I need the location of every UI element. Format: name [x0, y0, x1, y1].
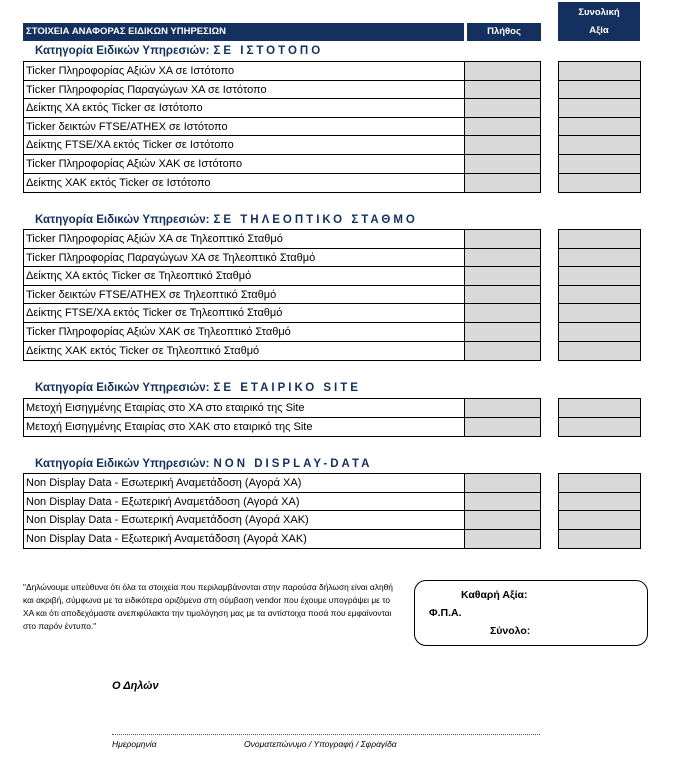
- table-row: Non Display Data - Εξωτερική Αναμετάδοση (Αγορά ΧΑΚ): [26, 532, 307, 545]
- quantity-cell[interactable]: [465, 249, 540, 268]
- table-non-display: [23, 473, 465, 549]
- vat-label: Φ.Π.Α.: [429, 607, 462, 619]
- quantity-column-non-display: [465, 473, 541, 549]
- quantity-cell[interactable]: [465, 304, 540, 323]
- table-row: Μετοχή Εισηγμένης Εταιρίας στο ΧΑΚ στο εταιρικό της Site: [26, 420, 313, 433]
- total-cell[interactable]: [559, 174, 640, 193]
- header-total-line1: Συνολική: [578, 7, 620, 18]
- total-column-tv: [558, 229, 641, 361]
- quantity-cell[interactable]: [465, 99, 540, 118]
- total-cell[interactable]: [559, 118, 640, 137]
- quantity-cell[interactable]: [465, 323, 540, 342]
- total-cell[interactable]: [559, 342, 640, 361]
- total-column-website: [558, 61, 641, 193]
- table-website: [23, 61, 465, 193]
- net-value-label: Καθαρή Αξία:: [461, 589, 528, 601]
- total-cell[interactable]: [559, 99, 640, 118]
- total-cell[interactable]: [559, 267, 640, 286]
- date-label: Ημερομηνία: [112, 739, 157, 749]
- total-cell[interactable]: [559, 493, 640, 512]
- header-title: ΣΤΟΙΧΕΙΑ ΑΝΑΦΟΡΑΣ ΕΙΔΙΚΩΝ ΥΠΗΡΕΣΙΩΝ: [23, 23, 464, 41]
- category-prefix: Κατηγορία Ειδικών Υπηρεσιών:: [35, 45, 210, 57]
- table-row: Μετοχή Εισηγμένης Εταιρίας στο ΧΑ στο εταιρικό της Site: [24, 399, 464, 418]
- quantity-cell[interactable]: [465, 174, 540, 193]
- category-title-website: [35, 45, 323, 57]
- signer-label: Ο Δηλών: [112, 680, 159, 692]
- quantity-column-corporate-site: [465, 398, 541, 437]
- table-row: Ticker Πληροφορίας Αξιών ΧΑ σε Τηλεοπτικό Σταθμό: [24, 230, 464, 249]
- table-corporate-site: [23, 398, 465, 437]
- table-row: Ticker Πληροφορίας Παραγώγων ΧΑ σε Τηλεοπτικό Σταθμό: [24, 249, 464, 268]
- table-row: Δείκτης ΧΑ εκτός Ticker σε Ιστότοπο: [24, 99, 464, 118]
- quantity-column-tv: [465, 229, 541, 361]
- table-row: Δείκτης ΧΑΚ εκτός Ticker σε Ιστότοπο: [26, 176, 211, 189]
- signature-line: [112, 734, 540, 735]
- total-cell[interactable]: [559, 474, 640, 493]
- quantity-cell[interactable]: [465, 399, 540, 418]
- category-name: ΣΕ ΙΣΤΟΤΟΠΟ: [213, 45, 324, 57]
- total-cell[interactable]: [559, 249, 640, 268]
- quantity-cell[interactable]: [465, 155, 540, 174]
- total-cell[interactable]: [559, 155, 640, 174]
- table-row: Δείκτης FTSE/ΧΑ εκτός Ticker σε Ιστότοπο: [24, 136, 464, 155]
- category-prefix: Κατηγορία Ειδικών Υπηρεσιών:: [35, 214, 210, 226]
- total-cell[interactable]: [559, 399, 640, 418]
- total-cell[interactable]: [559, 286, 640, 305]
- header-total-line2: Αξία: [589, 25, 609, 36]
- quantity-cell[interactable]: [465, 62, 540, 81]
- header-quantity: Πλήθος: [467, 23, 541, 41]
- total-cell[interactable]: [559, 136, 640, 155]
- table-row: Ticker δεικτών FTSE/ATHEX σε Ιστότοπο: [24, 118, 464, 137]
- category-name: ΣΕ ΕΤΑΙΡΙΚΟ SITE: [213, 382, 361, 394]
- table-row: Ticker δεικτών FTSE/ATHEX σε Τηλεοπτικό Σταθμό: [24, 286, 464, 305]
- total-column-corporate-site: [558, 398, 641, 437]
- quantity-cell[interactable]: [465, 418, 540, 437]
- total-cell[interactable]: [559, 230, 640, 249]
- total-cell[interactable]: [559, 418, 640, 437]
- quantity-cell[interactable]: [465, 286, 540, 305]
- total-cell[interactable]: [559, 323, 640, 342]
- quantity-column-website: [465, 61, 541, 193]
- sum-label: Σύνολο:: [490, 625, 531, 637]
- category-title-corporate-site: [35, 382, 361, 394]
- category-prefix: Κατηγορία Ειδικών Υπηρεσιών:: [35, 458, 210, 470]
- total-cell[interactable]: [559, 530, 640, 549]
- category-title-non-display: [35, 458, 372, 470]
- declaration-text: "Δηλώνουμε υπεύθυνα ότι όλα τα στοιχεία που περιλαμβάνονται στην παρούσα δήλωση είναι αληθή και ακριβή, σύμφωνα με τα ειδικότερα οριζόμενα στη σύμβαση vendor που έχουμε υπογράψει με το ΧΑ και ότι αποδεχόμαστε ανεπιφύλακτα την τιμολόγηση μας με τα αντίστοιχα ποσά που εμφαίνονται στο παρόν έντυπο.": [23, 582, 393, 631]
- category-name: NON DISPLAY-DATA: [213, 458, 373, 470]
- quantity-cell[interactable]: [465, 474, 540, 493]
- table-row: Non Display Data - Εσωτερική Αναμετάδοση (Αγορά ΧΑ): [24, 474, 464, 493]
- total-cell[interactable]: [559, 62, 640, 81]
- table-row: Ticker Πληροφορίας Παραγώγων ΧΑ σε Ιστότοπο: [24, 81, 464, 100]
- table-row: Ticker Πληροφορίας Αξιών ΧΑΚ σε Ιστότοπο: [24, 155, 464, 174]
- table-row: Δείκτης ΧΑΚ εκτός Ticker σε Τηλεοπτικό Σταθμό: [26, 344, 260, 357]
- quantity-cell[interactable]: [465, 118, 540, 137]
- table-row: Ticker Πληροφορίας Αξιών ΧΑ σε Ιστότοπο: [24, 62, 464, 81]
- quantity-cell[interactable]: [465, 511, 540, 530]
- table-row: Ticker Πληροφορίας Αξιών ΧΑΚ σε Τηλεοπτικό Σταθμό: [24, 323, 464, 342]
- totals-box: [414, 580, 648, 646]
- name-signature-label: Ονοματεπώνυμο / Υπογραφή / Σφραγίδα: [244, 739, 397, 749]
- category-name: ΣΕ ΤΗΛΕΟΠΤΙΚΟ ΣΤΑΘΜΟ: [213, 214, 418, 226]
- quantity-cell[interactable]: [465, 230, 540, 249]
- table-row: Δείκτης ΧΑ εκτός Ticker σε Τηλεοπτικό Σταθμό: [24, 267, 464, 286]
- total-column-non-display: [558, 473, 641, 549]
- quantity-cell[interactable]: [465, 267, 540, 286]
- category-prefix: Κατηγορία Ειδικών Υπηρεσιών:: [35, 382, 210, 394]
- quantity-cell[interactable]: [465, 342, 540, 361]
- total-cell[interactable]: [559, 511, 640, 530]
- header-total-value: [558, 2, 640, 41]
- category-title-tv: [35, 214, 418, 226]
- table-row: Non Display Data - Εξωτερική Αναμετάδοση (Αγορά ΧΑ): [24, 493, 464, 512]
- quantity-cell[interactable]: [465, 530, 540, 549]
- quantity-cell[interactable]: [465, 493, 540, 512]
- table-row: Δείκτης FTSE/ΧΑ εκτός Ticker σε Τηλεοπτικό Σταθμό: [24, 304, 464, 323]
- total-cell[interactable]: [559, 304, 640, 323]
- total-cell[interactable]: [559, 81, 640, 100]
- quantity-cell[interactable]: [465, 81, 540, 100]
- table-tv: [23, 229, 465, 361]
- table-row: Non Display Data - Εσωτερική Αναμετάδοση (Αγορά ΧΑΚ): [24, 511, 464, 530]
- quantity-cell[interactable]: [465, 136, 540, 155]
